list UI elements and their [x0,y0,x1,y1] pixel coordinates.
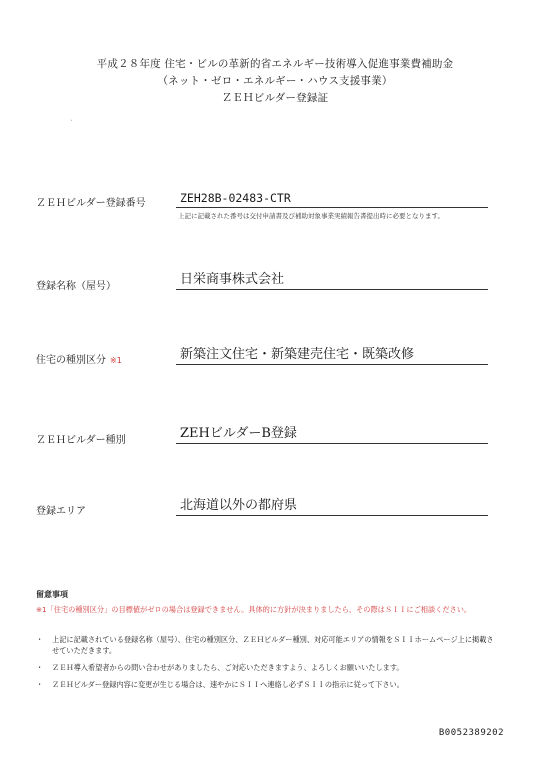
notes-title: 留意事項 [36,590,68,599]
header-certificate-title: ＺＥＨビルダー登録証 [221,92,329,104]
notes-list-item [36,662,496,673]
notes-ref-note: ※1「住宅の種別区分」の目標値がゼロの場合は登録できません。具体的に方針が決まりましたら、その際はＳＩＩにご相談ください。 [36,605,472,614]
bullet: ・ [36,680,44,689]
registration-number-value: ZEH28B-02483-CTR [176,188,488,208]
scan-mark: ˏ [70,112,73,121]
header-subsidy-title: 平成２８年度 住宅・ビルの革新的省エネルギー技術導入促進事業費補助金 [96,58,454,70]
notes-list-item [36,679,496,690]
registered-name-value: 日栄商事株式会社 [176,270,488,290]
notes-item-text: ＺＥＨ導入希望者からの問い合わせがありましたら、ご対応いただきますよう、よろしくお願いいたします。 [52,663,404,672]
builder-type-value: ZEHビルダーB登録 [176,424,488,444]
header-program-name: （ネット・ゼロ・エネルギー・ハウス支援事業） [157,75,393,87]
builder-type-label: ＺＥＨビルダー種別 [36,435,126,446]
registered-name-label: 登録名称（屋号） [36,281,116,292]
registered-area-value: 北海道以外の都府県 [176,496,488,516]
registration-number-label: ＺＥＨビルダー登録番号 [36,198,146,209]
housing-type-label-text: 住宅の種別区分 [36,355,106,366]
notes-list [36,634,496,696]
notes-item-text: 上記に記載されている登録名称（屋号）、住宅の種別区分、ＺＥＨビルダー種別、対応可能エリアの情報をＳＩＩホームページ上に掲載させていただきます。 [52,635,494,655]
document-header [0,56,550,107]
registered-area-label: 登録エリア [36,506,86,517]
bullet: ・ [36,663,44,672]
bullet: ・ [36,635,44,644]
document-serial-number: B0052389202 [438,728,504,738]
registration-number-note: 上記に記載された番号は交付申請書及び補助対象事業実績報告書提出時に必要となります。 [178,212,444,220]
notes-list-item [36,634,496,656]
housing-type-label [36,351,122,366]
notes-item-text: ＺＥＨビルダー登録内容に変更が生じる場合は、速やかにＳＩＩへ連絡し必ずＳＩＩの指示に従って下さい。 [52,680,404,689]
housing-type-value: 新築注文住宅・新築建売住宅・既築改修 [176,345,488,365]
housing-type-ref-mark: ※1 [110,356,122,365]
